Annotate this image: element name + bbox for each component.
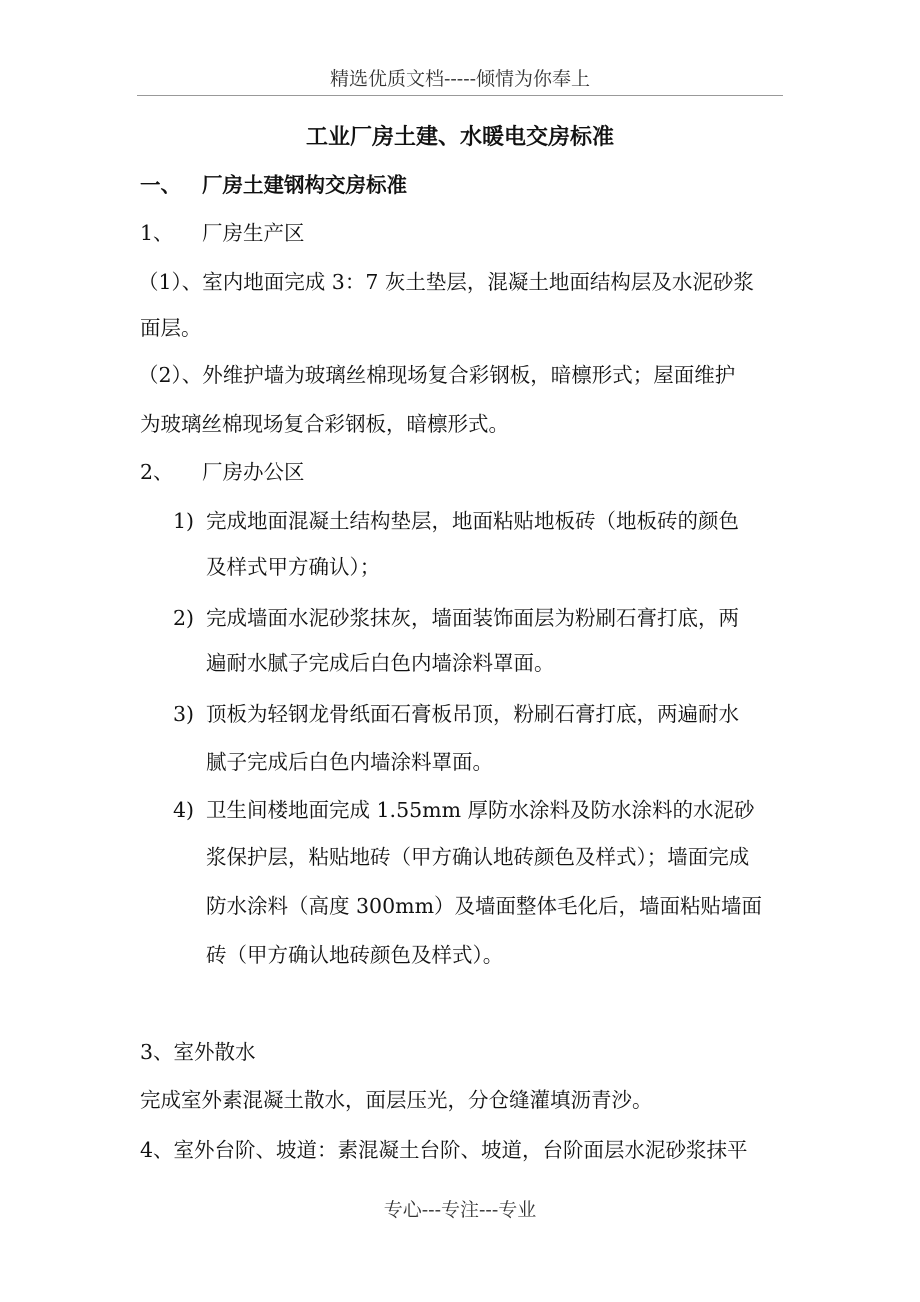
sub-3-heading: 3、室外散水 (140, 1040, 256, 1064)
list-item-number: 3) (173, 702, 195, 726)
list-item-line: 及样式甲方确认）； (206, 555, 381, 579)
section-1-number: 一、 (140, 173, 181, 197)
list-item-line: 遍耐水腻子完成后白色内墙涂料罩面。 (206, 651, 555, 675)
list-item-line: 防水涂料（高度 300mm）及墙面整体毛化后，墙面粘贴墙面 (206, 894, 763, 918)
list-item-line: 卫生间楼地面完成 1.55mm 厚防水涂料及防水涂料的水泥砂 (206, 798, 755, 822)
sub-1-heading: 厂房生产区 (202, 221, 305, 245)
header-rule (137, 95, 783, 96)
paragraph-2-line: 为玻璃丝棉现场复合彩钢板，暗檩形式。 (140, 412, 509, 436)
sub-2-number: 2、 (140, 460, 174, 484)
list-item-line: 腻子完成后白色内墙涂料罩面。 (206, 750, 493, 774)
list-item-number: 4) (173, 798, 195, 822)
list-item-line: 顶板为轻钢龙骨纸面石膏板吊顶，粉刷石膏打底，两遍耐水 (206, 702, 739, 726)
paragraph-3: 完成室外素混凝土散水，面层压光，分仓缝灌填沥青沙。 (140, 1088, 653, 1112)
page-header: 精选优质文档-----倾情为你奉上 (329, 68, 591, 90)
paragraph-1-line: 面层。 (140, 316, 202, 340)
list-item-line: 完成墙面水泥砂浆抹灰，墙面装饰面层为粉刷石膏打底，两 (206, 606, 739, 630)
list-item-line: 完成地面混凝土结构垫层，地面粘贴地板砖（地板砖的颜色 (206, 509, 739, 533)
list-item-number: 1) (173, 509, 195, 533)
paragraph-1-line: （1）、室内地面完成 3：7 灰土垫层，混凝土地面结构层及水泥砂浆 (138, 270, 754, 294)
section-1-heading: 厂房土建钢构交房标准 (202, 173, 407, 197)
list-item-line: 浆保护层，粘贴地砖（甲方确认地砖颜色及样式）；墙面完成 (206, 845, 750, 869)
sub-2-heading: 厂房办公区 (202, 460, 305, 484)
page-footer: 专心---专注---专业 (383, 1199, 537, 1221)
sub-1-number: 1、 (140, 221, 174, 245)
list-item-number: 2) (173, 606, 195, 630)
paragraph-2-line: （2）、外维护墙为玻璃丝棉现场复合彩钢板，暗檩形式；屋面维护 (138, 363, 736, 387)
document-title: 工业厂房土建、水暖电交房标准 (305, 124, 614, 150)
paragraph-4: 4、室外台阶、坡道：素混凝土台阶、坡道，台阶面层水泥砂浆抹平 (140, 1138, 748, 1162)
list-item-line: 砖（甲方确认地砖颜色及样式）。 (206, 943, 504, 967)
